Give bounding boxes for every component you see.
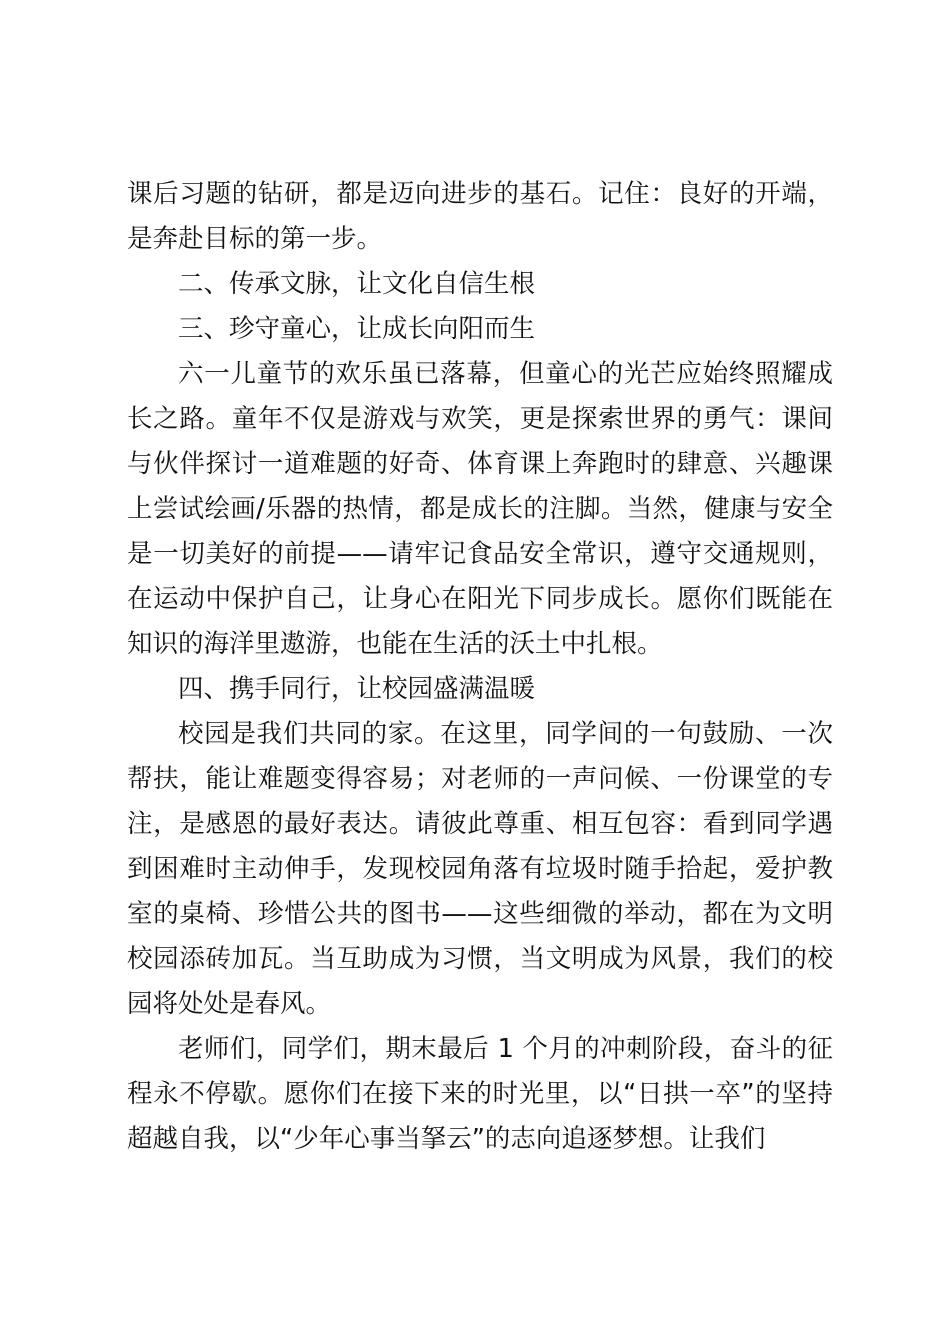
paragraph-campus: 校园是我们共同的家。在这里，同学间的一句鼓励、一次帮扶，能让难题变得容易；对老师的一声问候、一份课堂的专注，是感恩的最好表达。请彼此尊重、相互包容：看到同学遇到困难时主动伸手，发现校园角落有垃圾时随手拾起，爱护教室的桌椅、珍惜公共的图书——这些细微的举动，都在为文明校园添砖加瓦。当互助成为习惯，当文明成为风景，我们的校园将处处是春风。 <box>127 719 833 1019</box>
section-heading-2: 二、传承文脉，让文化自信生根 <box>178 269 536 299</box>
section-heading-4: 四、携手同行，让校园盛满温暖 <box>178 674 536 704</box>
document-body <box>127 172 833 1162</box>
paragraph-childhood: 六一儿童节的欢乐虽已落幕，但童心的光芒应始终照耀成长之路。童年不仅是游戏与欢笑，更是探索世界的勇气：课间与伙伴探讨一道难题的好奇、体育课上奔跑时的肆意、兴趣课上尝试绘画/乐器的热情，都是成长的注脚。当然，健康与安全是一切美好的前提——请牢记食品安全常识，遵守交通规则，在运动中保护自己，让身心在阳光下同步成长。愿你们既能在知识的海洋里遨游，也能在生活的沃土中扎根。 <box>127 359 833 659</box>
paragraph-closing: 老师们，同学们，期末最后 1 个月的冲刺阶段，奋斗的征程永不停歇。愿你们在接下来的时光里，以“日拱一卒”的坚持超越自我，以“少年心事当拏云”的志向追逐梦想。让我们 <box>127 1034 833 1154</box>
section-heading-3: 三、珍守童心，让成长向阳而生 <box>178 314 536 344</box>
paragraph-continuation: 课后习题的钻研，都是迈向进步的基石。记住：良好的开端，是奔赴目标的第一步。 <box>127 179 833 254</box>
